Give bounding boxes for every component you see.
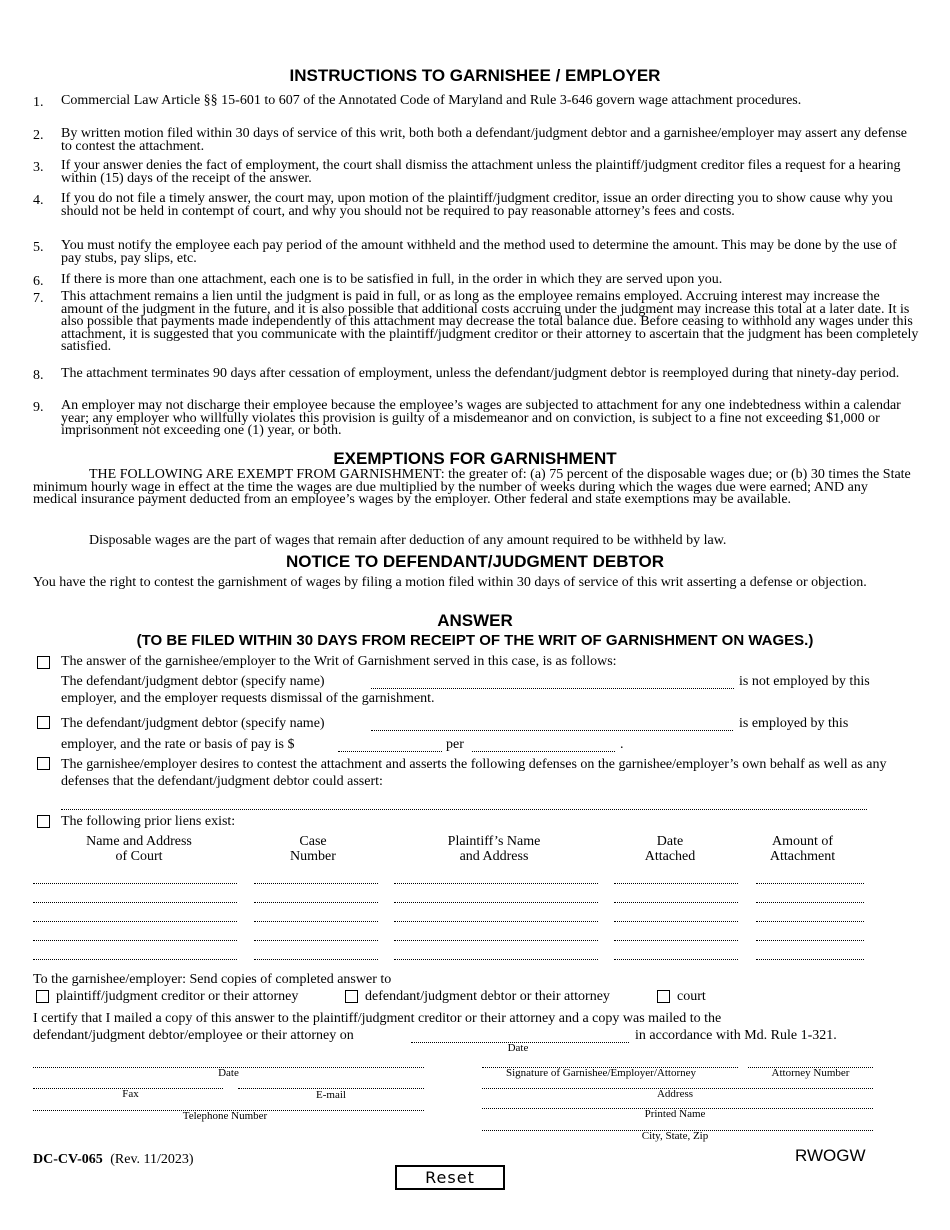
- not-employed-name-field[interactable]: [371, 688, 734, 689]
- exemptions-paragraph: THE FOLLOWING ARE EXEMPT FROM GARNISHMENT: the greater of: (a) 75 percent of the disposable wages due; or (b) 30 times the State minimum hourly wage in effect at the time the wages are due multiplied by the number of weeks during which the wages due were earned; AND any medical insurance payment deducted from an employee’s wages by the employer. Other federal and state exemptions may be available.: [33, 467, 911, 507]
- column-header-line: Amount of: [771, 834, 834, 849]
- column-header: [44, 834, 234, 864]
- column-header-line: Case: [299, 834, 327, 849]
- column-header-line: Date: [656, 834, 684, 849]
- reset-button[interactable]: Reset: [395, 1165, 505, 1190]
- certify-text: I certify that I mailed a copy of this answer to the plaintiff/judgment creditor or their attorney and a copy was mailed to the: [33, 1011, 722, 1026]
- form-id: DC-CV-065: [33, 1152, 103, 1167]
- lien-plaintiff-field[interactable]: [394, 959, 598, 960]
- item-text: You must notify the employee each pay period of the amount withheld and the method used to determine the amount. This may be done by the use of pay stubs, pay slips, etc.: [61, 238, 897, 266]
- telephone-label: Telephone Number: [182, 1110, 268, 1122]
- send-intro: To the garnishee/employer: Send copies of completed answer to: [33, 972, 392, 987]
- item-number: 1.: [33, 95, 44, 110]
- date-label: Date: [218, 1067, 239, 1079]
- option-text: The following prior liens exist:: [61, 814, 236, 829]
- certify-text: in accordance with Md. Rule 1-321.: [635, 1028, 837, 1043]
- employed-checkbox[interactable]: [37, 716, 50, 729]
- fax-label: Fax: [122, 1088, 139, 1100]
- item-number: 6.: [33, 274, 44, 289]
- lien-case-field[interactable]: [254, 902, 378, 903]
- item-number: 4.: [33, 193, 44, 208]
- item-text: The attachment terminates 90 days after cessation of employment, unless the defendant/judgment debtor is reemployed during that ninety-day period.: [61, 366, 900, 381]
- lien-plaintiff-field[interactable]: [394, 883, 598, 884]
- lien-case-field[interactable]: [254, 921, 378, 922]
- answer-title: ANSWER: [437, 611, 513, 630]
- column-header-line: of Court: [115, 849, 163, 864]
- signature-label: Signature of Garnishee/Employer/Attorney: [505, 1067, 696, 1079]
- item-number: 3.: [33, 160, 44, 175]
- item-text: If your answer denies the fact of employment, the court shall dismiss the attachment unless the plaintiff/judgment creditor files a request for a hearing within (15) days of the receipt of the answer.: [61, 158, 901, 186]
- item-number: 2.: [33, 128, 44, 143]
- email-label: E-mail: [316, 1089, 346, 1101]
- column-header-line: Attachment: [769, 849, 836, 864]
- lien-amount-field[interactable]: [756, 883, 864, 884]
- form-revision: (Rev. 11/2023): [110, 1152, 194, 1167]
- answer-subtitle: (TO BE FILED WITHIN 30 DAYS FROM RECEIPT OF THE WRIT OF GARNISHMENT ON WAGES.): [136, 632, 814, 649]
- city-state-zip-label: City, State, Zip: [641, 1130, 709, 1142]
- lien-amount-field[interactable]: [756, 959, 864, 960]
- mailing-date-label: Date: [507, 1042, 529, 1054]
- disposable-wages-paragraph: Disposable wages are the part of wages that remain after deduction of any amount required to be withheld by law.: [89, 533, 727, 548]
- option-text: employer, and the rate or basis of pay is $: [61, 737, 295, 752]
- lien-amount-field[interactable]: [756, 921, 864, 922]
- lien-court-field[interactable]: [33, 959, 237, 960]
- column-header: [394, 834, 594, 864]
- item-number: 5.: [33, 240, 44, 255]
- address-label: Address: [656, 1088, 694, 1100]
- contest-checkbox[interactable]: [37, 757, 50, 770]
- lien-case-field[interactable]: [254, 883, 378, 884]
- item-text: Commercial Law Article §§ 15-601 to 607 of the Annotated Code of Maryland and Rule 3-646 govern wage attachment procedures.: [61, 93, 802, 108]
- instructions-title: INSTRUCTIONS TO GARNISHEE / EMPLOYER: [289, 66, 661, 85]
- item-number: 8.: [33, 368, 44, 383]
- lien-date-field[interactable]: [614, 902, 738, 903]
- option-text: is employed by this: [739, 716, 849, 731]
- item-text: If there is more than one attachment, each one is to be satisfied in full, in the order in which they are served upon you.: [61, 272, 723, 287]
- option-text: .: [620, 737, 624, 752]
- column-header: [745, 834, 860, 864]
- option-text: employer, and the employer requests dismissal of the garnishment.: [61, 691, 435, 706]
- column-header: [253, 834, 373, 864]
- lien-court-field[interactable]: [33, 940, 237, 941]
- lien-date-field[interactable]: [614, 921, 738, 922]
- option-text: The answer of the garnishee/employer to the Writ of Garnishment served in this case, is as follows:: [61, 654, 617, 669]
- notice-title: NOTICE TO DEFENDANT/JUDGMENT DEBTOR: [285, 552, 665, 571]
- lien-date-field[interactable]: [614, 940, 738, 941]
- defenses-field[interactable]: [61, 809, 867, 810]
- lien-plaintiff-field[interactable]: [394, 940, 598, 941]
- option-text: is not employed by this: [739, 674, 870, 689]
- lien-case-field[interactable]: [254, 959, 378, 960]
- column-header-line: Plaintiff’s Name: [447, 834, 541, 849]
- exemptions-title: EXEMPTIONS FOR GARNISHMENT: [333, 449, 617, 468]
- option-text: The defendant/judgment debtor (specify name): [61, 716, 325, 731]
- column-header: [615, 834, 725, 864]
- lien-date-field[interactable]: [614, 959, 738, 960]
- send-plaintiff-label: plaintiff/judgment creditor or their attorney: [56, 989, 299, 1004]
- item-text: This attachment remains a lien until the judgment is paid in full, or as long as the employee remains employed. Accruing interest may increase the amount of the judgment in the future, and it is also possible that additional costs accruing under the judgment may increase this total at a later date. It is also possible that payments made independently of this attachment may decrease the total balance due. Before ceasing to withhold any wages under this attachment, it is suggested that you communicate with the plaintiff/judgment creditor or their attorney to ascertain that the judgment has been completely satisfied.: [61, 289, 919, 354]
- lien-court-field[interactable]: [33, 921, 237, 922]
- lien-plaintiff-field[interactable]: [394, 921, 598, 922]
- pay-period-field[interactable]: [472, 751, 615, 752]
- printed-name-label: Printed Name: [644, 1108, 706, 1120]
- item-text: If you do not file a timely answer, the court may, upon motion of the plaintiff/judgment creditor, issue an order directing you to show cause why you should not be held in contempt of court, and why you should not be required to pay reasonable attorney’s fees and costs.: [61, 191, 893, 219]
- item-number: 9.: [33, 400, 44, 415]
- employed-name-field[interactable]: [371, 730, 733, 731]
- attorney-number-label: Attorney Number: [771, 1067, 850, 1079]
- form-number: [33, 1152, 194, 1168]
- lien-case-field[interactable]: [254, 940, 378, 941]
- lien-amount-field[interactable]: [756, 940, 864, 941]
- item-number: 7.: [33, 291, 44, 306]
- column-header-line: Number: [290, 849, 336, 864]
- pay-rate-field[interactable]: [338, 751, 442, 752]
- item-text: An employer may not discharge their employee because the employee’s wages are subjected to attachment for any one indebtedness within a calendar year; any employer who willfully violates this provision is guilty of a misdemeanor and on conviction, is subject to a fine not exceeding $1,000 or imprisonment not exceeding one (1) year, or both.: [61, 398, 901, 438]
- send-defendant-label: defendant/judgment debtor or their attorney: [365, 989, 610, 1004]
- not-employed-checkbox[interactable]: [37, 656, 50, 669]
- notice-text: You have the right to contest the garnishment of wages by filing a motion filed within 30 days of service of this writ asserting a defense or objection.: [33, 575, 867, 590]
- lien-amount-field[interactable]: [756, 902, 864, 903]
- option-text: The garnishee/employer desires to contest the attachment and asserts the following defenses on the garnishee/employer’s own behalf as well as any defenses that the defendant/judgment debtor could assert:: [61, 757, 887, 789]
- prior-liens-checkbox[interactable]: [37, 815, 50, 828]
- lien-date-field[interactable]: [614, 883, 738, 884]
- form-code: RWOGW: [795, 1146, 866, 1165]
- column-header-line: Attached: [644, 849, 696, 864]
- send-court-label: court: [677, 989, 706, 1004]
- column-header-line: and Address: [459, 849, 529, 864]
- lien-court-field[interactable]: [33, 883, 237, 884]
- send-court-checkbox[interactable]: [657, 990, 670, 1003]
- column-header-line: Name and Address: [86, 834, 192, 849]
- lien-court-field[interactable]: [33, 902, 237, 903]
- option-text: The defendant/judgment debtor (specify name): [61, 674, 325, 689]
- option-text: per: [446, 737, 464, 752]
- item-text: By written motion filed within 30 days of service of this writ, both both a defendant/judgment debtor and a garnishee/employer may assert any defense to contest the attachment.: [61, 126, 908, 154]
- lien-plaintiff-field[interactable]: [394, 902, 598, 903]
- certify-text: defendant/judgment debtor/employee or their attorney on: [33, 1028, 354, 1043]
- send-defendant-checkbox[interactable]: [345, 990, 358, 1003]
- send-plaintiff-checkbox[interactable]: [36, 990, 49, 1003]
